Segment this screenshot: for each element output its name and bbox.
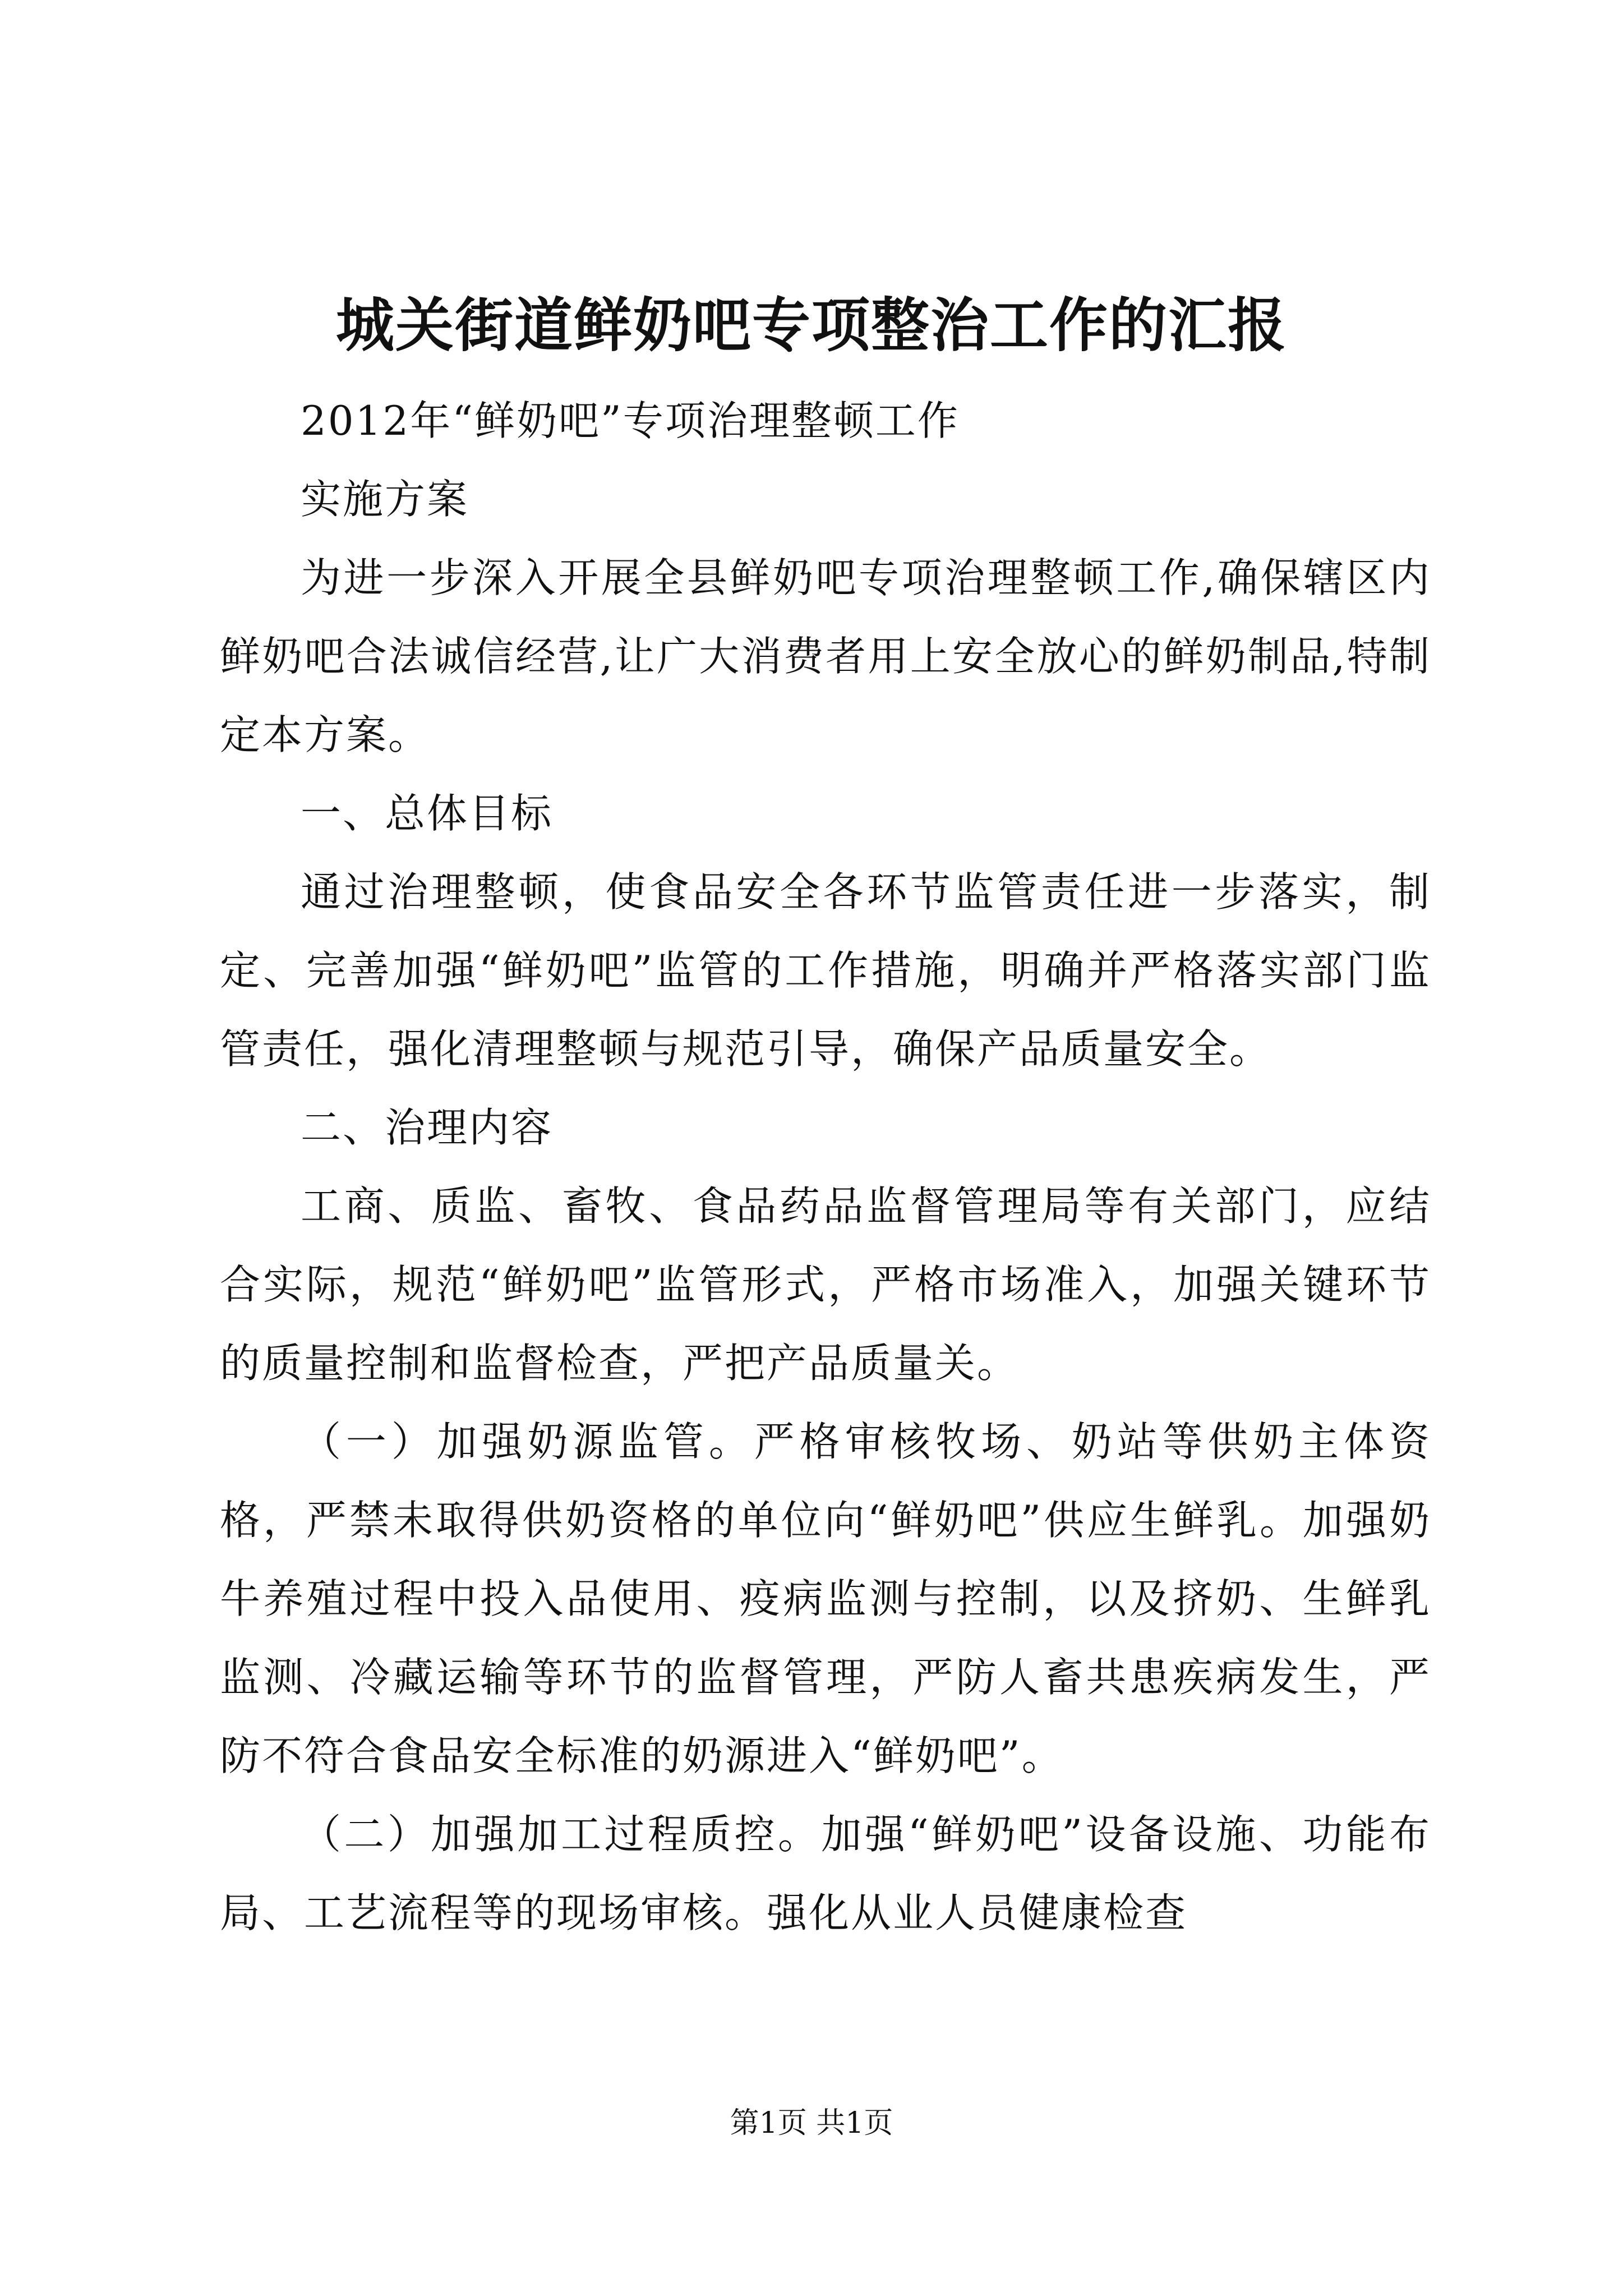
paragraph-subtitle-line2: 实施方案 — [301, 476, 469, 523]
section-heading-2: 二、治理内容 — [301, 1104, 554, 1151]
document-body — [220, 381, 1431, 1952]
paragraph-item-1: （一）加强奶源监管。严格审核牧场、奶站等供奶主体资格，严禁未取得供奶资格的单位向“鲜奶吧”供应生鲜乳。加强奶牛养殖过程中投入品使用、疫病监测与控制，以及挤奶、生鲜乳监测、冷藏运输等环节的监督管理，严防人畜共患疾病发生，严防不符合食品安全标准的奶源进入“鲜奶吧”。 — [220, 1418, 1431, 1779]
paragraph-content: 工商、质监、畜牧、食品药品监督管理局等有关部门，应结合实际，规范“鲜奶吧”监管形式，严格市场准入，加强关键环节的质量控制和监督检查，严把产品质量关。 — [220, 1182, 1431, 1387]
paragraph-goal: 通过治理整顿，使食品安全各环节监管责任进一步落实，制定、完善加强“鲜奶吧”监管的工作措施，明确并严格落实部门监管责任，强化清理整顿与规范引导，确保产品质量安全。 — [220, 868, 1431, 1073]
page-footer: 第1页 共1页 — [730, 2106, 893, 2140]
paragraph-item-2: （二）加强加工过程质控。加强“鲜奶吧”设备设施、功能布局、工艺流程等的现场审核。强化从业人员健康检查 — [220, 1811, 1431, 1936]
section-heading-1: 一、总体目标 — [301, 790, 554, 837]
document-title: 城关街道鲜奶吧专项整治工作的汇报 — [335, 291, 1287, 360]
paragraph-intro: 为进一步深入开展全县鲜奶吧专项治理整顿工作,确保辖区内鲜奶吧合法诚信经营,让广大消费者用上安全放心的鲜奶制品,特制定本方案。 — [220, 554, 1431, 758]
paragraph-subtitle-line1: 2012年“鲜奶吧”专项治理整顿工作 — [301, 397, 960, 444]
